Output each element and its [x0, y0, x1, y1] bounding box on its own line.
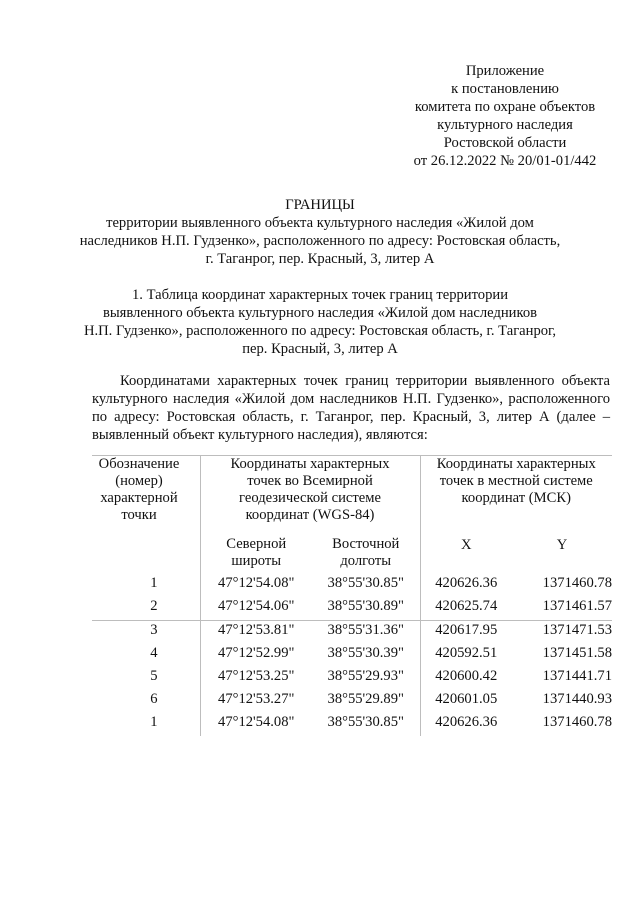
- cell-lat: 47°12'54.08": [218, 575, 295, 591]
- header-point: Обозначение (номер) характерной точки: [98, 456, 180, 523]
- table-header-row: [92, 456, 612, 537]
- table-row: [92, 713, 612, 736]
- appendix-line: Приложение: [465, 63, 545, 79]
- appendix-line: Ростовской области: [443, 135, 567, 151]
- cell-point: 5: [92, 667, 200, 690]
- cell-point: 2: [92, 597, 200, 621]
- table-title-line: пер. Красный, 3, литер А: [242, 341, 398, 357]
- cell-lon: 38°55'31.36": [312, 621, 420, 645]
- header-msk: Координаты характерных точек в местной системе координат (МСК): [436, 456, 596, 506]
- subheader-x: X: [460, 537, 472, 553]
- subheader-lat: Северной широты: [226, 536, 287, 569]
- cell-lat: 47°12'53.25": [218, 668, 295, 684]
- cell-lon: 38°55'30.39": [312, 644, 420, 667]
- table-row: [92, 644, 612, 667]
- table-row: [92, 621, 612, 645]
- header-wgs: Координаты характерных точек во Всемирной геодезической системе координат (WGS-84): [230, 456, 390, 523]
- cell-x: 420617.95: [420, 621, 512, 645]
- subheader-y: Y: [556, 537, 568, 553]
- cell-x: 420626.36: [435, 714, 498, 730]
- cell-point: 1: [92, 574, 200, 597]
- cell-y: 1371460.78: [542, 714, 612, 730]
- table-subheader-row: [92, 536, 612, 574]
- cell-y: 1371471.53: [512, 621, 612, 645]
- cell-lon: 38°55'30.85": [312, 574, 420, 597]
- title-line: наследников Н.П. Гудзенко», расположенного по адресу: Ростовская область,: [79, 233, 561, 249]
- cell-y: 1371460.78: [542, 575, 612, 591]
- table-title-line: Н.П. Гудзенко», расположенного по адресу: Ростовская область, г. Таганрог,: [83, 323, 557, 339]
- document-title: [70, 196, 570, 268]
- cell-x: 420601.05: [435, 691, 498, 707]
- cell-point: 3: [92, 621, 200, 645]
- table-title: [70, 286, 570, 358]
- cell-lon: 38°55'29.89": [312, 690, 420, 713]
- title-line: г. Таганрог, пер. Красный, 3, литер А: [205, 251, 435, 267]
- cell-lat: 47°12'54.08": [218, 714, 295, 730]
- cell-x: 420625.74: [435, 598, 498, 614]
- table-title-line: 1. Таблица координат характерных точек границ территории: [131, 287, 509, 303]
- appendix-line: комитета по охране объектов: [414, 99, 596, 115]
- cell-point: 6: [92, 690, 200, 713]
- title-heading: ГРАНИЦЫ: [285, 197, 355, 213]
- cell-y: 1371441.71: [542, 668, 612, 684]
- cell-y: 1371440.93: [542, 691, 612, 707]
- subheader-lon: Восточной долготы: [332, 536, 400, 569]
- cell-y: 1371451.58: [542, 645, 612, 661]
- cell-point: 4: [92, 644, 200, 667]
- cell-lon: 38°55'30.89": [312, 597, 420, 621]
- cell-lon: 38°55'29.93": [312, 667, 420, 690]
- cell-x: 420592.51: [435, 645, 498, 661]
- cell-lon: 38°55'30.85": [312, 713, 420, 736]
- table-row: [92, 690, 612, 713]
- title-line: территории выявленного объекта культурного наследия «Жилой дом: [106, 215, 534, 231]
- table-row: [92, 597, 612, 621]
- table-row: [92, 667, 612, 690]
- cell-y: 1371461.57: [542, 598, 612, 614]
- intro-paragraph: [92, 372, 610, 444]
- table-title-line: выявленного объекта культурного наследия «Жилой дом наследников: [102, 305, 538, 321]
- cell-lat: 47°12'52.99": [218, 645, 295, 661]
- table-row: [92, 574, 612, 597]
- appendix-block: [400, 62, 610, 170]
- appendix-line: к постановлению: [451, 81, 559, 97]
- cell-x: 420600.42: [435, 668, 498, 684]
- appendix-line: культурного наследия: [437, 117, 573, 133]
- intro-text: Координатами характерных точек границ территории выявленного объекта культурного наследия «Жилой дом наследников Н.П. Гудзенко», расположенного по адресу: Ростовская область, г. Таганрог, пер. Красный, 3, литер А (далее – выявленный объект культурного наследия), являются:: [92, 373, 610, 443]
- cell-lat: 47°12'53.81": [200, 621, 312, 645]
- cell-lat: 47°12'54.06": [218, 598, 295, 614]
- cell-point: 1: [92, 713, 200, 736]
- coordinates-table: [92, 455, 612, 736]
- appendix-line: от 26.12.2022 № 20/01-01/442: [413, 153, 597, 169]
- cell-x: 420626.36: [435, 575, 498, 591]
- cell-lat: 47°12'53.27": [218, 691, 295, 707]
